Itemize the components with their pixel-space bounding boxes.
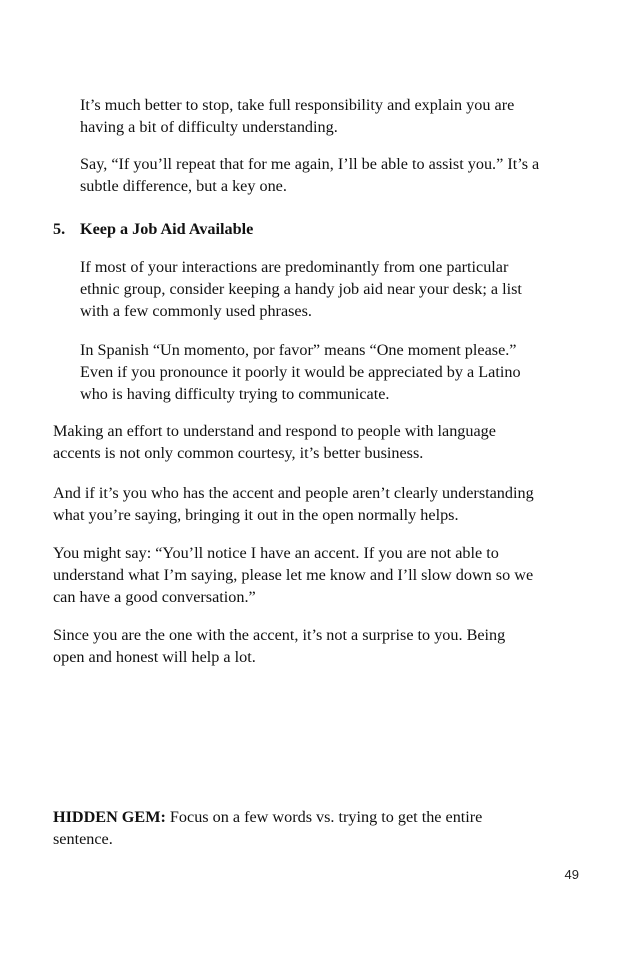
text-line: In Spanish “Un momento, por favor” means “One moment please.” [80, 341, 517, 359]
text-line: sentence. [53, 830, 113, 848]
text-line: having a bit of difficulty understanding. [80, 118, 338, 136]
text-line: If most of your interactions are predominantly from one particular [80, 258, 509, 276]
text-line: ethnic group, consider keeping a handy job aid near your desk; a list [80, 280, 522, 298]
text-line: can have a good conversation.” [53, 588, 256, 606]
text-line: what you’re saying, bringing it out in the open normally helps. [53, 506, 459, 524]
hidden-gem-text: Focus on a few words vs. trying to get the entire [165, 808, 483, 826]
section-number: 5. [53, 220, 66, 238]
paragraph-you-have-accent [53, 482, 534, 526]
text-line: open and honest will help a lot. [53, 648, 256, 666]
text-line: accents is not only common courtesy, it’s better business. [53, 444, 424, 462]
text-line: subtle difference, but a key one. [80, 177, 287, 195]
text-line: Even if you pronounce it poorly it would be appreciated by a Latino [80, 363, 521, 381]
text-line: Say, “If you’ll repeat that for me again, I’ll be able to assist you.” It’s a [80, 155, 540, 173]
paragraph-repeat-that [80, 153, 539, 197]
hidden-gem-callout [53, 806, 482, 850]
text-line [53, 806, 482, 828]
paragraph-stop-responsibility [80, 94, 514, 138]
paragraph-open-honest [53, 624, 505, 668]
hidden-gem-label: HIDDEN GEM: [53, 808, 166, 826]
paragraph-making-effort [53, 420, 496, 464]
text-line: It’s much better to stop, take full responsibility and explain you are [80, 96, 515, 114]
text-line: understand what I’m saying, please let me know and I’ll slow down so we [53, 566, 534, 584]
text-line: You might say: “You’ll notice I have an accent. If you are not able to [53, 544, 499, 562]
section-title: Keep a Job Aid Available [80, 220, 254, 238]
page-number: 49 [564, 867, 579, 882]
text-line: who is having difficulty trying to communicate. [80, 385, 390, 403]
text-line: Making an effort to understand and respond to people with language [53, 422, 496, 440]
section-heading-job-aid [53, 218, 253, 240]
text-line: And if it’s you who has the accent and people aren’t clearly understanding [53, 484, 534, 502]
text-line: with a few commonly used phrases. [80, 302, 312, 320]
paragraph-you-might-say [53, 542, 533, 608]
paragraph-spanish-example [80, 339, 521, 405]
text-line: Since you are the one with the accent, it’s not a surprise to you. Being [53, 626, 506, 644]
paragraph-job-aid [80, 256, 522, 322]
